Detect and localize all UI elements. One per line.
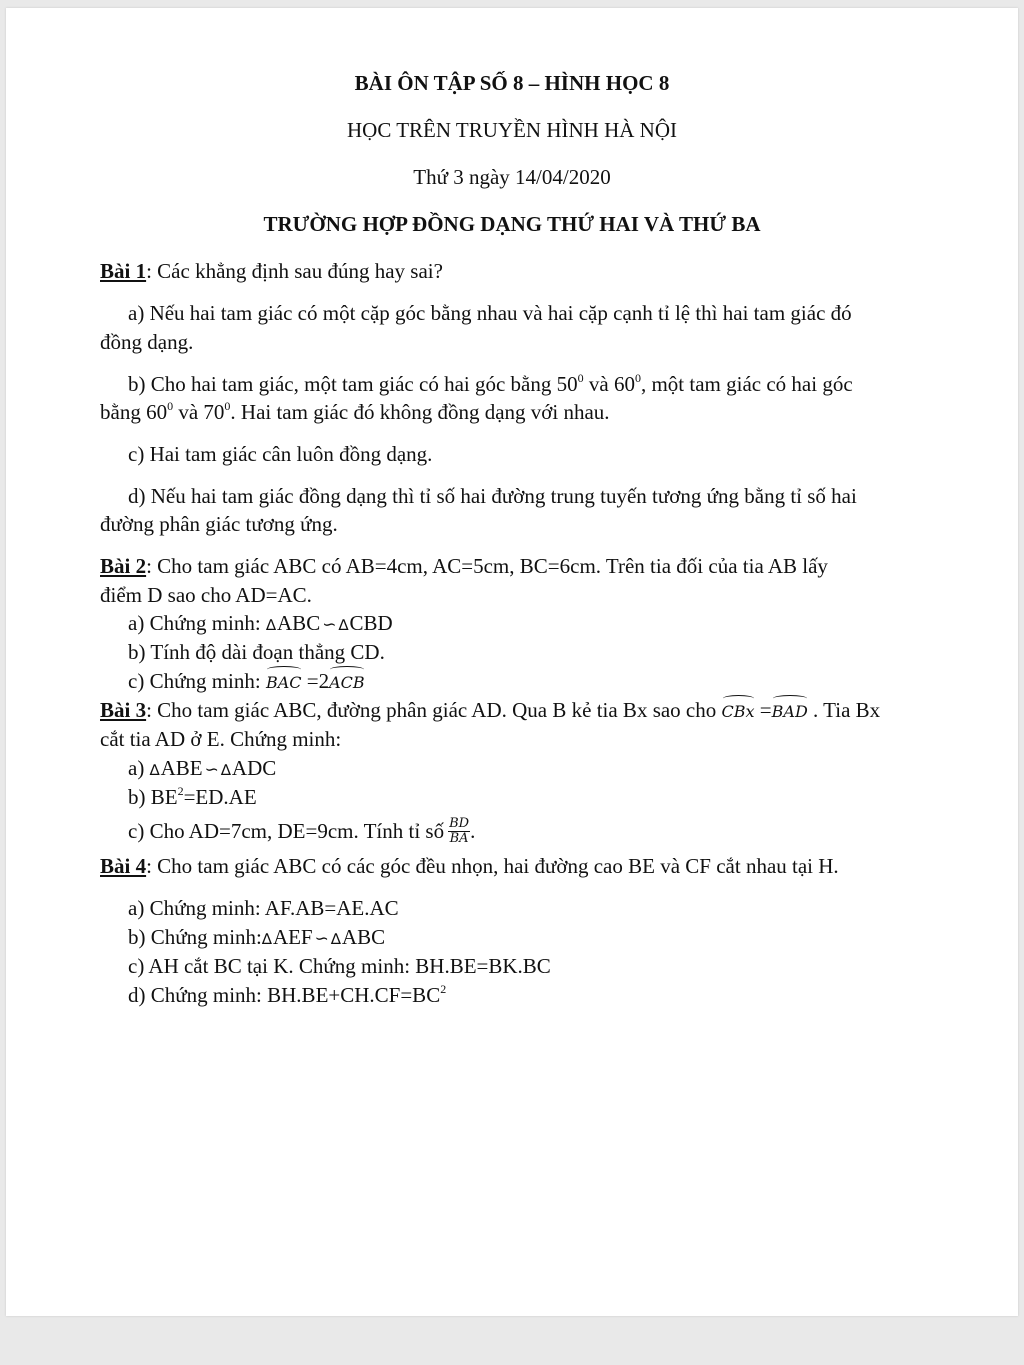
bai3-label: Bài 3 [100,698,147,722]
bai4-b-tri2: ABC [341,925,386,949]
bai3-c-end: . [470,819,476,843]
bai1-c: c) Hai tam giác cân luôn đồng dạng. [128,442,433,466]
bai1-b-text5: và 70 [173,400,225,424]
degree-mark: 0 [167,399,174,413]
bai3-b [128,784,257,813]
fraction-numerator: BD [449,815,470,831]
fraction-denominator: BA [449,830,469,846]
similar-symbol: ∽ [204,760,219,780]
bai1-text: : Các khẳng định sau đúng hay sai? [146,259,443,283]
bai4-label: Bài 4 [100,854,147,878]
document-date: Thứ 3 ngày 14/04/2020 [413,165,611,189]
bai3-a-tri2: ADC [231,756,277,780]
exponent: 2 [440,982,447,996]
bai3-c-prefix: c) Cho AD=7cm, DE=9cm. Tính tỉ số [128,819,445,843]
bai2-a-tri2: CBD [349,611,393,635]
bai2-c-eq: =2 [301,669,330,693]
bai1-a-line1: a) Nếu hai tam giác có một cặp góc bằng nhau và hai cặp cạnh tỉ lệ thì hai tam giác đó [128,301,852,325]
fraction-bd-ba [448,817,470,846]
angle-bac: BAC [266,668,302,696]
bai1-a-line2: đồng dạng. [100,330,194,354]
triangle-symbol: ∆ [220,761,231,779]
bai4-c: c) AH cắt BC tại K. Chứng minh: BH.BE=BK.BC [128,954,551,978]
bai1-d-line2: đường phân giác tương ứng. [100,512,338,536]
bai2-c [128,668,365,696]
document-subtitle: HỌC TRÊN TRUYỀN HÌNH HÀ NỘI [347,118,677,142]
bai1-d-line1: d) Nếu hai tam giác đồng dạng thì tỉ số hai đường trung tuyến tương ứng bằng tỉ số hai [128,484,857,508]
triangle-symbol: ∆ [338,616,349,634]
bai4-d-text: d) Chứng minh: BH.BE+CH.CF=BC [128,983,441,1007]
angle-bad: BAD [772,697,808,725]
bai1-b-text6: . Hai tam giác đó không đồng dạng với nhau. [230,400,610,424]
bai3-b-text1: b) BE [128,785,178,809]
exponent: 2 [177,784,184,798]
triangle-symbol: ∆ [330,930,341,948]
bai1-b-line2 [100,399,610,428]
bai1-heading [100,258,443,284]
bai1-b-text4: bằng 60 [100,400,168,424]
bai4-b [128,924,385,952]
bai3-a-prefix: a) [128,756,145,780]
document-title: BÀI ÔN TẬP SỐ 8 – HÌNH HỌC 8 [354,71,670,95]
bai2-b: b) Tính độ dài đoạn thẳng CD. [128,640,385,664]
bai1-b-text1: b) Cho hai tam giác, một tam giác có hai góc bằng 50 [128,372,578,396]
bai1-b-text2: và 60 [583,372,635,396]
bai3-a-tri1: ABE [160,756,203,780]
bai3-b-text2: =ED.AE [183,785,257,809]
bai2-c-prefix: c) Chứng minh: [128,669,261,693]
bai1-label: Bài 1 [100,259,147,283]
degree-mark: 0 [577,371,584,385]
document-page [6,8,1018,1316]
triangle-symbol: ∆ [149,761,160,779]
bai3-text1-end: . Tia Bx [807,698,881,722]
triangle-symbol: ∆ [265,616,277,634]
degree-mark: 0 [224,399,231,413]
angle-cbx: CBx [722,697,755,725]
bai3-eq: = [754,698,772,722]
bai2-text2: điểm D sao cho AD=AC. [100,583,312,607]
bai2-a [128,610,393,638]
bai2-a-tri1: ABC [277,611,321,635]
similar-symbol: ∽ [314,929,329,949]
angle-acb: ACB [329,668,365,696]
bai1-b-line1 [128,371,853,400]
bai2-text1: : Cho tam giác ABC có AB=4cm, AC=5cm, BC=6cm. Trên tia đối của tia AB lấy [146,554,828,578]
bai3-text1: : Cho tam giác ABC, đường phân giác AD. Qua B kẻ tia Bx sao cho [146,698,722,722]
bai2-label: Bài 2 [100,554,147,578]
bai3-a [128,755,276,783]
triangle-symbol: ∆ [261,930,272,948]
bai3-c [128,815,476,848]
document-topic: TRƯỜNG HỢP ĐỒNG DẠNG THỨ HAI VÀ THỨ BA [263,212,761,236]
bai1-b-text3: , một tam giác có hai góc [640,372,853,396]
bai4-text: : Cho tam giác ABC có các góc đều nhọn, hai đường cao BE và CF cắt nhau tại H. [146,854,839,878]
bai3-heading [100,697,880,725]
bai2-a-prefix: a) Chứng minh: [128,611,261,635]
bai4-d [128,982,446,1011]
bai3-text2: cắt tia AD ở E. Chứng minh: [100,727,342,751]
bai4-a: a) Chứng minh: AF.AB=AE.AC [128,896,399,920]
bai4-b-prefix: b) Chứng minh: [128,925,262,949]
similar-symbol: ∽ [322,615,337,635]
bai4-heading [100,853,839,879]
bai2-heading [100,553,828,579]
degree-mark: 0 [634,371,641,385]
bai4-b-tri1: AEF [272,925,313,949]
